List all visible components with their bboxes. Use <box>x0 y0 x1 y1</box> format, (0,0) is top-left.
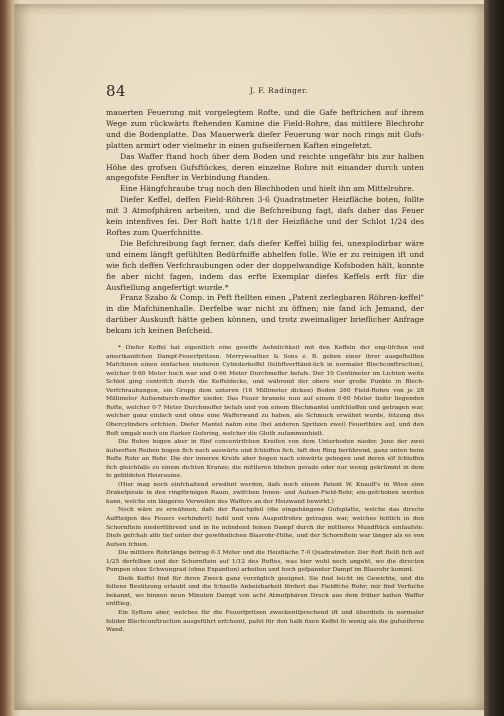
book-gutter <box>484 0 504 716</box>
footnote-paragraph: Die mittlere Rohrlänge betrug 0·3 Meter und die Heizfläche 7·0 Quadratmeter. Der Roft ftellt fich auf 1/25 derfelben und der Schornftein auf 1/12 des Roftes, was hier wohl noch angeht, wo die directen Pumpen ohne Schwungrad (ohne Expanfion) arbeiten und hoch gefpannter Dampf im Blasrohr kommt. <box>106 550 424 574</box>
page-header <box>106 82 424 104</box>
body-text <box>106 108 424 337</box>
footnote-block <box>106 344 424 635</box>
body-paragraph: Eine Hängfchraube trug noch den Blechboden und hielt ihn am Mittelrohre. <box>120 184 415 194</box>
body-paragraph: Diefer Keffel, deffen Field-Röhren 3·6 Quadratmeter Heizfläche boten, follte mit 3 Atmofphären arbeiten, und die Befchreibung fagt, dafs daher das Feuer kein intenfives fei. Der Roft hatte 1/18 der Heizfläche und der Schlot 1/24 des Roftes zum Querfchnitte. <box>106 195 424 237</box>
body-paragraph: Franz Szabo & Comp. in Peft ftellten einen „Patent zerlegbaren Röhren-keffel" in die Mafchinenhalle. Derfelbe war nicht zu öffnen; nie fand ich Jemand, der darüber Auskunft hätte geben können, und trotz zweimaliger brieflicher Anfrage bekam ich keinen Befcheid. <box>106 293 424 336</box>
page-content <box>106 82 424 635</box>
footnote-paragraph: (Hier mag noch einfchaltend erwähnt werden, dafs noch einem Patent W. Knauff's in Wien eine Drakefpirale in den ringförmigen Raum, zwifchen Innen- und Aufsen-Field-Rohr, ein-gefchoben werden kann, welche ein längeres Verweilen des Waffers an der Heizwand bewirkt.) <box>106 481 424 505</box>
book-page <box>14 4 484 710</box>
body-paragraph: Das Waffer ftand hoch über dem Boden und reichte ungefähr bis zur halben Höhe des grofsen Gufsftückes, deren einzelne Rohre mit einander durch unten angegofste Fenfter in Verbindung ftanden. <box>106 151 424 183</box>
body-paragraph: mauerten Feuerung mit vorgelegtem Rofte, und die Gafe beftrichen auf ihrem Wege zum rückwärts ftehenden Kamine die Field-Rohre, das mittlere Blechrohr und die Bodenplatte. Das Mauerwerk diefer Feuerung war noch rings mit Gufs-platten armirt oder vielmehr in einen gufseifernen Kaften eingefetzt. <box>106 108 424 150</box>
body-paragraph: Die Befchreibung fagt ferner, dafs diefer Keffel billig fei, unexplodirbar wäre und einem längft gefühlten Bedürfniffe abhelfen folle. Wie er zu reinigen ift und wie fich deffen Verfchraubungen oder der doppelwandige Kofsboden hält, konnte fie aber nicht fagen, indem das erfte Exemplar diefes Keffels erft für die Ausftellung angefertigt wurde.* <box>106 238 424 292</box>
footnote-paragraph: * Diefer Keffel hat eigentlich eine gewiffe Aehnlichkeit mit den Keffeln der eng-lifchen und amerikanifchen Dampf-Feuerfpritzen. Merryweather & Sons z. B. geben einer ihrer ausgeftellten Mafchinen einen einfachen niederen Cylinderkeffel (felbftverftänd-lich in normaler Blechconftruction), welcher 0·60 Meter hoch war und 0·66 Meter Durchmeffer befafs. Der 19 Centimeter im Lichten weite Schlot ging centrifch durch die Keffeldecke, und während der obere vier große Punkte in Blech-Verfchraubungen, ein Grupp dem unteren (16 Millimeter dicken) Boden 260 Field-Rohre von je 28 Millimeter Aufsendurch-meffer nieder. Das Feuer brannte nun auf einem 0·60 Meter tiefer liegenden Rofte, welcher 0·7 Meter Durchmeffer befafs und von einem Blechmantel umfchloffen und getragen war, welcher ganz einfach und ohne eine Wafferwand zu haben, als Schmuck erwähnt wurde, fetzung des Obercylinders erfchien. Diefer Mantel nahm eine (bei anderen Spritzen zwei) Feuerthüre auf, und den Roft umgab noch ein ftarker Gufsring, welcher die Gluth zufammenhielt. <box>106 345 424 437</box>
running-head: J. F. Radinger. <box>250 86 308 95</box>
footnote-paragraph: Diefe Keffel find für ihren Zweck ganz vorzüglich geeignet. Sie find leicht im Gewichte, und die feltene Beuützung erlaubt und die fchnelle Anheizbarkeit fördert das Fieldfche Rohr; mir find Verfuche bekannt, wo binnen neun Minuten Dampf von acht Atmofphären Druck aus dem früher kalten Waffer entftieg. <box>106 575 424 608</box>
footnote-paragraph: Noch wäre zu erwähnen, dafs der Rauchpfeil (die eingehängene Gufsplatte, welche das directe Auffteigen des Feuers verhindert) hohl und vom Ausputfrohre getragen war, welches feitlich in den Schornftein niederführend und in fie mündend feinen Dampf durch ihr mittleres Mundftück einfaufste. Diefs gefchah alfo tief unter der gewöhnlichen Blasrohr-Höhe, und der Schornftein war länger als es von Aufsen fchien. <box>106 507 424 548</box>
footnote-paragraph: Ein Syftem aber, welches für die Feuerfpritzen zweckentfprechend ift und überdiefs in normaler folider Blechconftruction ausgeführt erfcheint, pafst für den halb fixen Keffel fo wenig als die gufseiferne Wand. <box>106 609 424 634</box>
page-number: 84 <box>106 82 127 100</box>
footnote-paragraph: Die Rohre bogen aber in fünf concentrifchen Kreifen von dem Unterboden nieder. Jene der zwei äufserften Reihen bogen fich nach auswärts und fchloffen fich, faft den Ring berührend, ganz unten beim Rofte Rohr an Rohr. Die der inneren Kreife aber bogen nach einwärts gebogen und deren elf fchloffen fich gleichfalls zu einem dichten Kranze; die mittleren blieben gerade oder nur wenig gekrümmt in dem fo gebildeten Heizraume. <box>106 439 424 480</box>
